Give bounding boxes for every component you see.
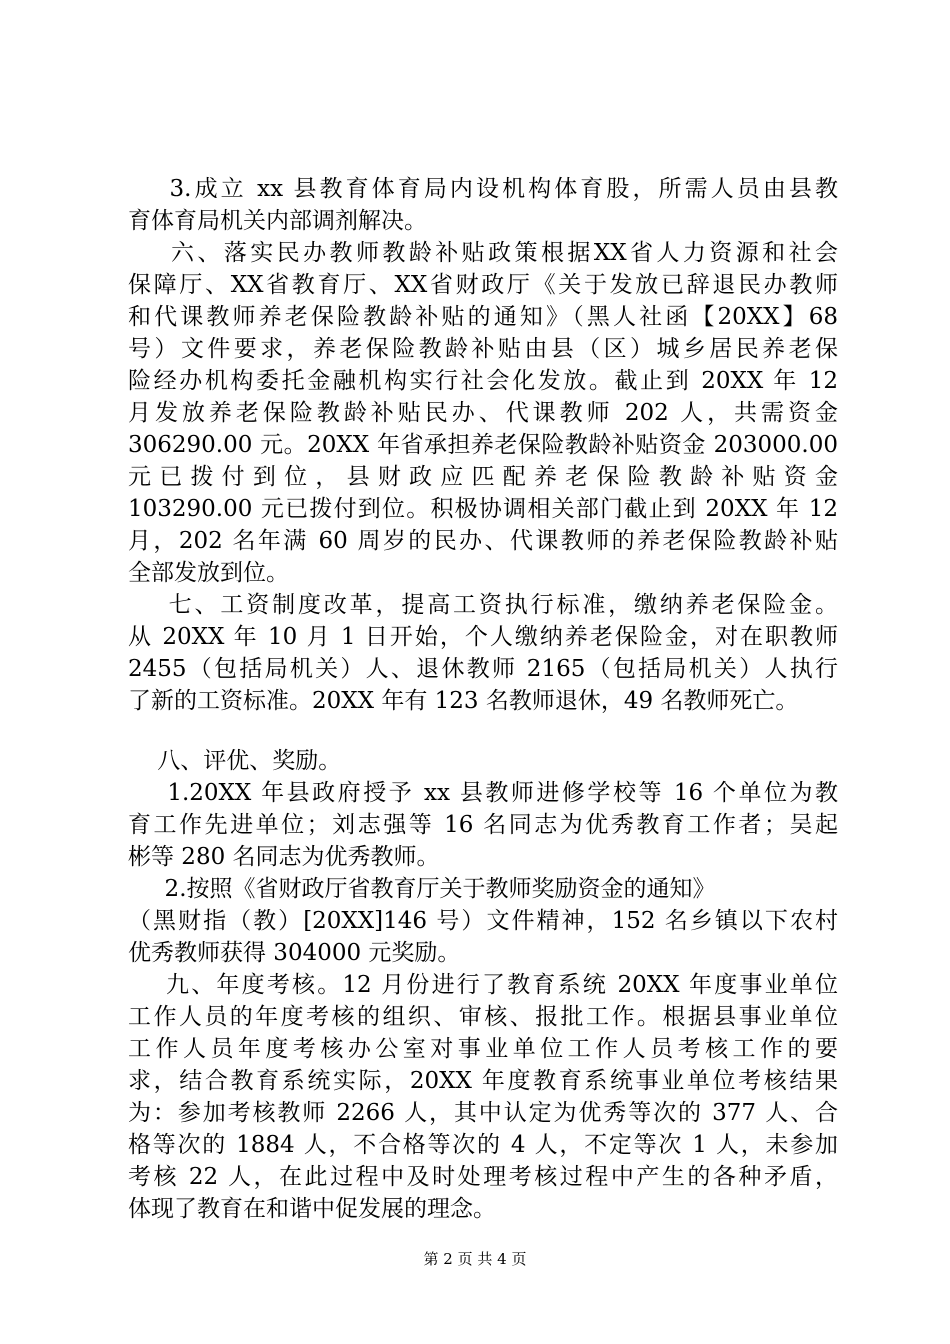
paragraph-line: 和代课教师养老保险教龄补贴的通知》（黑人社函【20XX】68 [128, 304, 838, 330]
paragraph-line: 优秀教师获得 304000 元奖励。 [128, 940, 461, 966]
paragraph-line: 七、工资制度改革，提高工资执行标准，缴纳养老保险金。 [128, 592, 838, 618]
paragraph-line: 2.按照《省财政厅省教育厅关于教师奖励资金的通知》 [128, 876, 716, 902]
paragraph-line: （黑财指（教）[20XX]146 号）文件精神，152 名乡镇以下农村 [128, 908, 838, 934]
paragraph-line: 306290.00 元。20XX 年省承担养老保险教龄补贴资金 203000.00 [128, 432, 838, 458]
paragraph-line: 2455（包括局机关）人、退休教师 2165（包括局机关）人执行 [128, 656, 838, 682]
paragraph-line: 险经办机构委托金融机构实行社会化发放。截止到 20XX 年 12 [128, 368, 838, 394]
paragraph-line: 工作人员的年度考核的组织、审核、报批工作。根据县事业单位 [128, 1004, 838, 1030]
section-heading: 八、评优、奖励。 [128, 748, 342, 774]
paragraph-line: 工作人员年度考核办公室对事业单位工作人员考核工作的要 [128, 1036, 838, 1062]
paragraph-line: 彬等 280 名同志为优秀教师。 [128, 844, 440, 870]
paragraph-line: 全部发放到位。 [128, 560, 289, 586]
paragraph-line: 育工作先进单位；刘志强等 16 名同志为优秀教育工作者；吴起 [128, 812, 838, 838]
paragraph-line: 月发放养老保险教龄补贴民办、代课教师 202 人，共需资金 [128, 400, 838, 426]
paragraph-line: 了新的工资标准。20XX 年有 123 名教师退休，49 名教师死亡。 [128, 688, 799, 714]
paragraph-line: 育体育局机关内部调剂解决。 [128, 208, 427, 234]
paragraph-line: 号）文件要求，养老保险教龄补贴由县（区）城乡居民养老保 [128, 336, 838, 362]
paragraph-line: 考核 22 人，在此过程中及时处理考核过程中产生的各种矛盾， [128, 1164, 838, 1190]
paragraph-line: 为：参加考核教师 2266 人，其中认定为优秀等次的 377 人、合 [128, 1100, 838, 1126]
paragraph-line: 103290.00 元已拨付到位。积极协调相关部门截止到 20XX 年 12 [128, 496, 838, 522]
paragraph-line: 体现了教育在和谐中促发展的理念。 [128, 1196, 496, 1222]
page-number-footer: 第 2 页 共 4 页 [423, 1250, 527, 1268]
paragraph-line: 九、年度考核。12 月份进行了教育系统 20XX 年度事业单位 [128, 972, 838, 998]
paragraph-line: 元已拨付到位，县财政应匹配养老保险教龄补贴资金 [128, 464, 838, 490]
paragraph-line: 从 20XX 年 10 月 1 日开始，个人缴纳养老保险金，对在职教师 [128, 624, 838, 650]
paragraph-line: 求，结合教育系统实际，20XX 年度教育系统事业单位考核结果 [128, 1068, 838, 1094]
paragraph-line: 月，202 名年满 60 周岁的民办、代课教师的养老保险教龄补贴 [128, 528, 838, 554]
paragraph-line: 保障厅、XX省教育厅、XX省财政厅《关于发放已辞退民办教师 [128, 272, 838, 298]
paragraph-line: 3.成立 xx 县教育体育局内设机构体育股，所需人员由县教 [128, 176, 838, 202]
paragraph-line: 1.20XX 年县政府授予 xx 县教师进修学校等 16 个单位为教 [128, 780, 838, 806]
paragraph-line: 格等次的 1884 人，不合格等次的 4 人，不定等次 1 人，未参加 [128, 1132, 838, 1158]
paragraph-line: 六、落实民办教师教龄补贴政策根据XX省人力资源和社会 [128, 240, 838, 266]
